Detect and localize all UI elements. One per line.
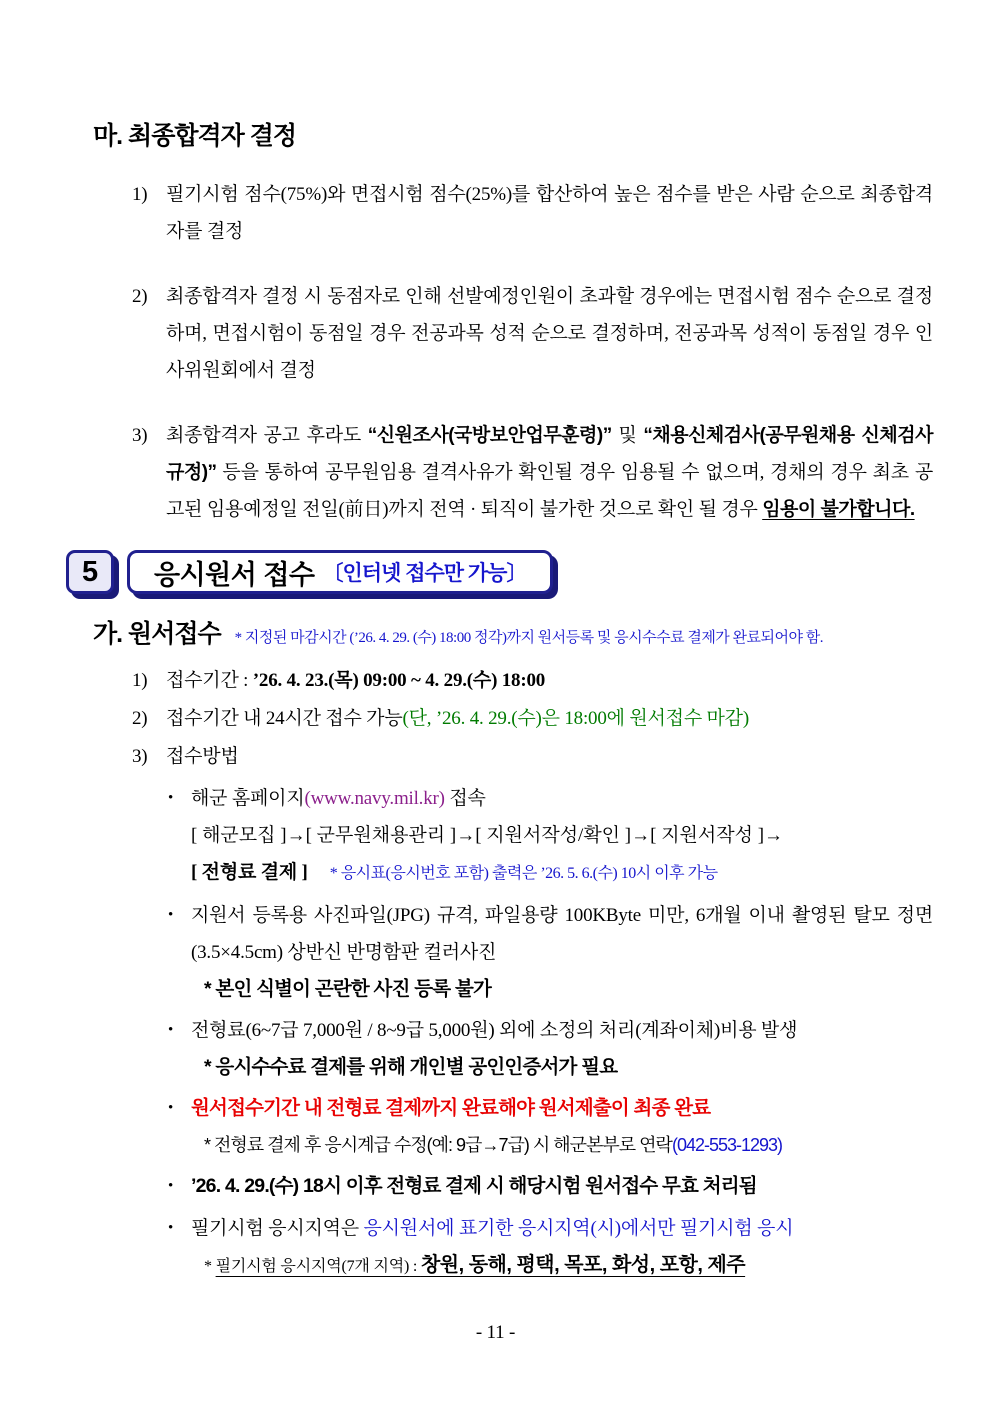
bullet-icon: • <box>168 907 174 923</box>
item-text: 최종합격자 결정 시 동점자로 인해 선발예정인원이 초과할 경우에는 면접시험 점수 순으로 결정하며, 면접시험이 동점일 경우 전공과목 성적 순으로 결정하며, 전공과목 성적이 동점일 경우 인사위원회에서 결정 <box>166 286 933 381</box>
final-item-3 <box>132 417 933 528</box>
bullet-icon: • <box>168 790 174 806</box>
bullet-payment-deadline <box>168 1090 933 1127</box>
item-number: 2) <box>132 286 148 307</box>
application-heading-row <box>93 614 933 650</box>
bullet-text: 지원서 등록용 사진파일(JPG) 규격, 파일용량 100KByte 미만, 6개월 이내 촬영된 탈모 정면(3.5×4.5cm) 상반신 반명함판 컬러사진 <box>191 905 933 963</box>
homepage-line <box>191 780 933 817</box>
region-list-underlined <box>215 1254 746 1276</box>
text-segment: 등을 통하여 공무원임용 결격사유가 확인될 경우 임용될 수 없으며, 경채의 경우 최초 공고된 임용예정일 전일(前日)까지 전역 · 퇴직이 불가한 것으로 확인 될 경우 <box>166 462 933 520</box>
item-text: 필기시험 점수(75%)와 면접시험 점수(25%)를 합산하여 높은 점수를 받은 사람 순으로 최종합격자를 결정 <box>166 184 933 242</box>
page-number: - 11 - <box>475 1322 516 1343</box>
application-heading: 가. 원서접수 <box>93 620 221 648</box>
final-decision-section <box>0 116 991 556</box>
invalid-after-text: ’26. 4. 29.(수) 18시 이후 전형료 결제 시 해당시험 원서접수 무효 처리됨 <box>191 1175 757 1197</box>
final-item-2 <box>132 278 933 389</box>
certificate-note: * 응시수수료 결제를 위해 개인별 공인인증서가 필요 <box>204 1056 618 1078</box>
item-text <box>166 662 933 699</box>
bullet-text <box>191 780 933 892</box>
text-segment: 최종합격자 공고 후라도 <box>166 425 368 446</box>
section-number-box <box>66 550 114 594</box>
period-label: 접수기간 : <box>166 670 253 691</box>
deadline-green-note: (단, ’26. 4. 29.(수)은 18:00에 원서접수 마감) <box>402 708 749 729</box>
period-value: ’26. 4. 23.(목) 09:00 ~ 4. 29.(수) 18:00 <box>252 670 546 691</box>
region-label: 필기시험 응시지역 <box>215 1258 342 1275</box>
bullet-text: 전형료(6~7급 7,000원 / 8~9급 5,000원) 외에 소정의 처리(계좌이체)비용 발생 <box>191 1020 798 1041</box>
final-item-1 <box>132 176 933 250</box>
bullet-text <box>191 1210 933 1247</box>
text-segment: 해군 홈페이지 <box>191 788 305 809</box>
section-subtitle: 〔인터넷 접수만 가능〕 <box>322 562 527 585</box>
item-number: 2) <box>132 708 148 729</box>
item-text <box>166 417 933 528</box>
item-number: 3) <box>132 425 148 446</box>
section-number: 5 <box>82 555 98 588</box>
item-text <box>166 700 933 737</box>
region-count: (7개 지역) <box>341 1258 410 1275</box>
ticket-print-note: * 응시표(응시번호 포함) 출력은 ’26. 5. 6.(수) 10시 이후 가능 <box>329 865 718 882</box>
item-number: 1) <box>132 670 148 691</box>
text-segment: 필기시험 응시지역은 <box>191 1218 364 1239</box>
bullet-icon: • <box>168 1220 174 1236</box>
apply-item-2 <box>132 700 933 737</box>
item-number: 1) <box>132 184 148 205</box>
bullet-fee <box>168 1012 933 1049</box>
bullet-exam-region <box>168 1210 933 1247</box>
bold-medical-check: “채용신체검사(공무원채용 신체검사 규정)” <box>166 425 933 483</box>
bullet-homepage <box>168 780 933 892</box>
contact-phone: (042-553-1293) <box>671 1135 783 1155</box>
application-section <box>0 614 991 1290</box>
separator: : <box>409 1258 421 1275</box>
item-text: 접수방법 <box>166 746 239 767</box>
bold-underline-no-appointment: 임용이 불가합니다. <box>762 499 915 520</box>
text-segment: 접수기간 내 24시간 접수 가능 <box>166 708 403 729</box>
menu-path-line: [ 해군모집 ]→[ 군무원채용관리 ]→[ 지원서작성/확인 ]→[ 지원서작성 ]→ <box>191 825 784 846</box>
section-5-banner <box>66 550 553 594</box>
item-number: 3) <box>132 746 148 767</box>
bullet-icon: • <box>168 1022 174 1038</box>
section-title: 응시원서 접수 <box>154 559 315 590</box>
text-segment: 접속 <box>444 788 486 809</box>
apply-item-3 <box>132 738 933 775</box>
region-cities: 창원, 동해, 평택, 목포, 화성, 포항, 제주 <box>420 1254 746 1276</box>
payment-step: [ 전형료 결제 ] <box>191 862 308 883</box>
final-decision-heading: 마. 최종합격자 결정 <box>93 122 297 150</box>
text-segment: * 전형료 결제 후 응시계급 수정(예: 9급→7급) 시 해군본부로 연락 <box>204 1135 672 1155</box>
asterisk: * <box>204 1258 216 1275</box>
region-blue-text: 응시원서에 표기한 응시지역(시)에서만 필기시험 응시 <box>363 1218 794 1239</box>
bullet-photo-spec <box>168 897 933 971</box>
exam-region-list-note <box>204 1248 933 1284</box>
navy-homepage-link[interactable]: (www.navy.mil.kr) <box>304 788 445 809</box>
text-segment: 및 <box>611 425 644 446</box>
bullet-invalid-after <box>168 1168 933 1205</box>
photo-warning-note: * 본인 식별이 곤란한 사진 등록 불가 <box>204 978 492 1000</box>
bullet-icon: • <box>168 1100 174 1116</box>
payment-path-line <box>191 854 933 892</box>
section-title-box <box>127 550 553 594</box>
bold-background-check: “신원조사(국방보안업무훈령)” <box>367 425 612 446</box>
payment-deadline-warning: 원서접수기간 내 전형료 결제까지 완료해야 원서제출이 최종 완료 <box>191 1097 711 1119</box>
bullet-icon: • <box>168 1178 174 1194</box>
apply-item-1 <box>132 662 933 699</box>
deadline-note: * 지정된 마감시간 (’26. 4. 29. (수) 18:00 정각)까지 원서등록 및 응시수수료 결제가 완료되어야 함. <box>234 630 823 646</box>
grade-change-note <box>204 1128 933 1162</box>
